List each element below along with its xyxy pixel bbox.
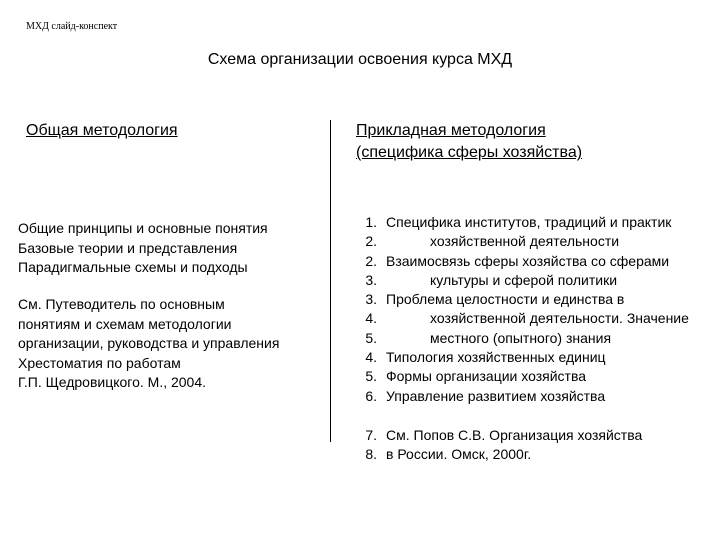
list-number: 4. — [365, 349, 377, 366]
guide-line: понятиям и схемам методологии — [18, 315, 232, 332]
principle-line: Общие принципы и основные понятия — [18, 220, 268, 236]
list-number: 2. — [365, 233, 377, 250]
guide-block — [18, 295, 279, 393]
list-number: 2. — [365, 252, 377, 269]
column-divider — [330, 120, 331, 442]
left-column-heading: Общая методология — [26, 122, 178, 139]
list-number: 6. — [365, 387, 377, 404]
right-heading-line: (специфика сферы хозяйства) — [356, 144, 583, 161]
list-text: Типология хозяйственных единиц — [386, 349, 606, 366]
list-number: 5. — [365, 368, 377, 385]
guide-line: Хрестоматия по работам — [18, 354, 181, 371]
principle-line: Парадигмальные схемы и подходы — [18, 259, 248, 275]
list-text: Проблема целостности и единства в — [386, 291, 625, 308]
list-number: 4. — [365, 310, 377, 327]
list-number: 8. — [365, 446, 377, 463]
list-text: культуры и сферой политики — [430, 271, 618, 288]
guide-line: См. Путеводитель по основным — [18, 296, 225, 312]
principle-line: Базовые теории и представления — [18, 239, 238, 256]
list-text: См. Попов С.В. Организация хозяйства — [386, 427, 643, 443]
list-text: хозяйственной деятельности. Значение — [430, 310, 689, 327]
right-heading-line: Прикладная методология — [356, 122, 546, 139]
header-note: МХД слайд-конспект — [26, 21, 118, 32]
list-text: Формы организации хозяйства — [386, 368, 587, 385]
list-text: в России. Омск, 2000г. — [386, 446, 532, 463]
list-number: 3. — [365, 291, 377, 308]
list-text: Специфика институтов, традиций и практик — [386, 214, 672, 230]
slide-title: Схема организации освоения курса МХД — [207, 51, 513, 68]
list-text: местного (опытного) знания — [430, 329, 612, 346]
list-text: Взаимосвязь сферы хозяйства со сферами — [386, 252, 670, 269]
list-number: 5. — [365, 329, 377, 346]
list-number: 1. — [365, 214, 377, 230]
guide-line: организации, руководства и управления — [18, 335, 280, 351]
guide-line: Г.П. Щедровицкого. М., 2004. — [18, 374, 207, 390]
right-column-heading — [356, 120, 582, 164]
list-number: 3. — [365, 271, 377, 288]
principles-block — [18, 219, 268, 278]
list-text: хозяйственной деятельности — [430, 233, 620, 250]
list-text: Управление развитием хозяйства — [386, 387, 606, 404]
list-number: 7. — [365, 427, 377, 443]
